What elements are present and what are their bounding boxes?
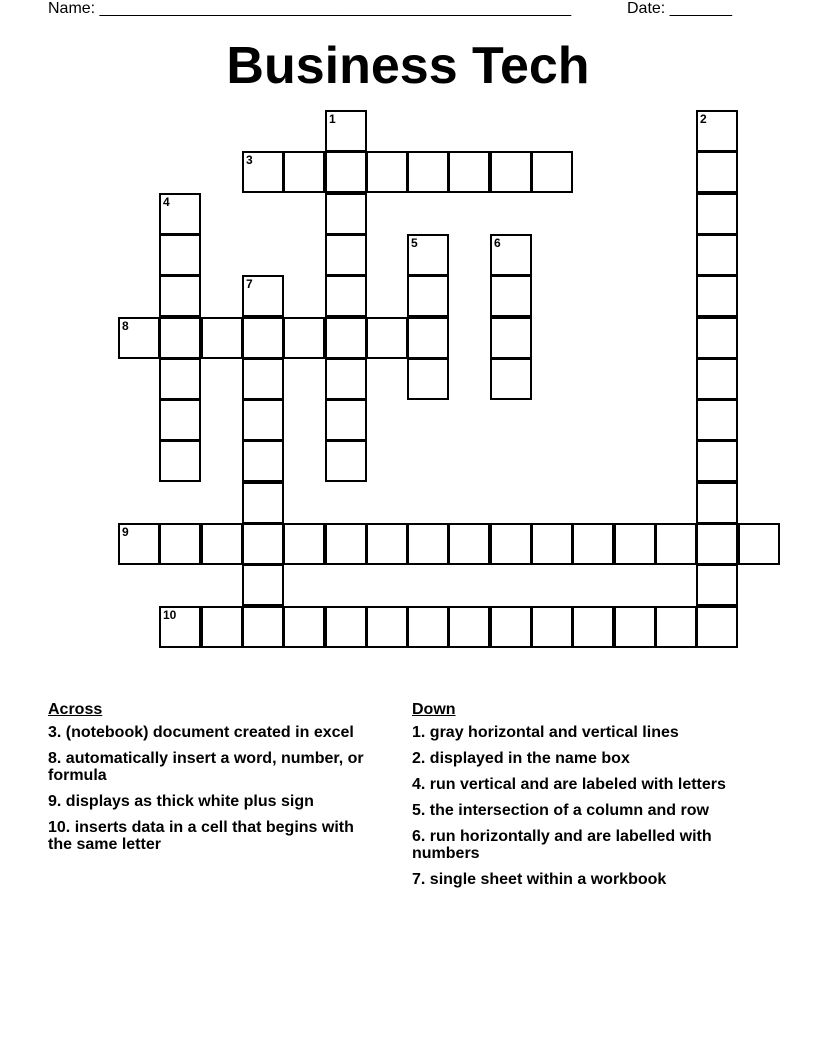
crossword-cell[interactable] xyxy=(366,317,408,359)
crossword-cell[interactable] xyxy=(448,151,490,193)
crossword-cell[interactable] xyxy=(655,523,697,565)
crossword-cell[interactable] xyxy=(201,523,243,565)
crossword-cell[interactable] xyxy=(325,523,367,565)
crossword-cell[interactable] xyxy=(448,606,490,648)
crossword-cell[interactable] xyxy=(696,523,738,565)
crossword-cell[interactable] xyxy=(531,523,573,565)
crossword-cell[interactable] xyxy=(159,317,201,359)
crossword-cell[interactable] xyxy=(531,606,573,648)
across-clue-10: 10. inserts data in a cell that begins with the same letter xyxy=(48,819,354,853)
down-clue-6: 6. run horizontally and are labelled with numbers xyxy=(412,828,712,862)
crossword-cell[interactable] xyxy=(407,523,449,565)
crossword-cell[interactable] xyxy=(242,440,284,482)
across-clue-9: 9. displays as thick white plus sign xyxy=(48,793,314,810)
crossword-cell[interactable] xyxy=(490,358,532,400)
crossword-cell[interactable] xyxy=(325,275,367,317)
date-field-label: Date: _______ xyxy=(627,0,732,17)
crossword-cell[interactable] xyxy=(407,606,449,648)
crossword-cell[interactable] xyxy=(325,399,367,441)
crossword-cell[interactable] xyxy=(407,275,449,317)
clue-number: 8 xyxy=(122,319,129,333)
crossword-cell[interactable] xyxy=(242,275,284,317)
crossword-cell[interactable] xyxy=(242,151,284,193)
crossword-cell[interactable] xyxy=(696,358,738,400)
clue-number: 2 xyxy=(700,112,707,126)
crossword-cell[interactable] xyxy=(655,606,697,648)
crossword-cell[interactable] xyxy=(242,523,284,565)
crossword-cell[interactable] xyxy=(572,606,614,648)
clue-number: 1 xyxy=(329,112,336,126)
crossword-cell[interactable] xyxy=(614,606,656,648)
crossword-cell[interactable] xyxy=(325,234,367,276)
crossword-cell[interactable] xyxy=(242,317,284,359)
crossword-cell[interactable] xyxy=(159,234,201,276)
crossword-cell[interactable] xyxy=(283,523,325,565)
crossword-cell[interactable] xyxy=(325,193,367,235)
clue-number: 4 xyxy=(163,195,170,209)
crossword-cell[interactable] xyxy=(325,440,367,482)
name-field-label: Name: _____________________________________________________ xyxy=(48,0,572,17)
crossword-cell[interactable] xyxy=(696,317,738,359)
crossword-cell[interactable] xyxy=(696,151,738,193)
crossword-cell[interactable] xyxy=(490,523,532,565)
crossword-cell[interactable] xyxy=(366,606,408,648)
crossword-cell[interactable] xyxy=(407,151,449,193)
header-fields xyxy=(48,0,748,20)
crossword-cell[interactable] xyxy=(696,193,738,235)
crossword-cell[interactable] xyxy=(283,606,325,648)
crossword-cell[interactable] xyxy=(283,317,325,359)
down-clue-4: 4. run vertical and are labeled with letters xyxy=(412,776,726,793)
crossword-cell[interactable] xyxy=(159,440,201,482)
crossword-cell[interactable] xyxy=(325,606,367,648)
crossword-cell[interactable] xyxy=(325,110,367,152)
crossword-cell[interactable] xyxy=(118,317,160,359)
crossword-cell[interactable] xyxy=(614,523,656,565)
crossword-cell[interactable] xyxy=(696,440,738,482)
crossword-cell[interactable] xyxy=(242,564,284,606)
crossword-cell[interactable] xyxy=(696,564,738,606)
crossword-cell[interactable] xyxy=(201,606,243,648)
crossword-cell[interactable] xyxy=(283,151,325,193)
clue-number: 9 xyxy=(122,525,129,539)
crossword-cell[interactable] xyxy=(118,523,160,565)
crossword-cell[interactable] xyxy=(201,317,243,359)
puzzle-title: Business Tech xyxy=(226,37,590,95)
crossword-cell[interactable] xyxy=(159,399,201,441)
down-heading: Down xyxy=(412,701,456,718)
crossword-cell[interactable] xyxy=(696,482,738,524)
across-clue-3: 3. (notebook) document created in excel xyxy=(48,724,354,741)
crossword-cell[interactable] xyxy=(325,317,367,359)
across-heading: Across xyxy=(48,701,103,718)
crossword-cell[interactable] xyxy=(366,151,408,193)
crossword-cell[interactable] xyxy=(407,317,449,359)
crossword-cell[interactable] xyxy=(242,606,284,648)
crossword-cell[interactable] xyxy=(490,606,532,648)
crossword-cell[interactable] xyxy=(159,523,201,565)
crossword-cell[interactable] xyxy=(242,482,284,524)
down-clue-2: 2. displayed in the name box xyxy=(412,750,630,767)
crossword-cell[interactable] xyxy=(325,151,367,193)
down-clues xyxy=(412,700,757,897)
crossword-cell[interactable] xyxy=(325,358,367,400)
crossword-cell[interactable] xyxy=(696,399,738,441)
crossword-cell[interactable] xyxy=(159,606,201,648)
crossword-cell[interactable] xyxy=(159,275,201,317)
crossword-cell[interactable] xyxy=(407,234,449,276)
crossword-cell[interactable] xyxy=(696,275,738,317)
across-clues xyxy=(48,700,378,862)
crossword-cell[interactable] xyxy=(490,275,532,317)
crossword-cell[interactable] xyxy=(490,234,532,276)
crossword-cell[interactable] xyxy=(407,358,449,400)
crossword-cell[interactable] xyxy=(696,234,738,276)
crossword-cell[interactable] xyxy=(696,110,738,152)
crossword-cell[interactable] xyxy=(366,523,408,565)
crossword-cell[interactable] xyxy=(490,317,532,359)
crossword-cell[interactable] xyxy=(159,358,201,400)
crossword-cell[interactable] xyxy=(490,151,532,193)
down-clue-5: 5. the intersection of a column and row xyxy=(412,802,709,819)
crossword-cell[interactable] xyxy=(738,523,780,565)
crossword-cell[interactable] xyxy=(531,151,573,193)
clue-number: 5 xyxy=(411,236,418,250)
crossword-cell[interactable] xyxy=(159,193,201,235)
crossword-cell[interactable] xyxy=(572,523,614,565)
across-clue-8: 8. automatically insert a word, number, or formula xyxy=(48,750,364,784)
clue-number: 3 xyxy=(246,153,253,167)
crossword-cell[interactable] xyxy=(696,606,738,648)
clue-number: 10 xyxy=(163,608,177,622)
down-clue-7: 7. single sheet within a workbook xyxy=(412,871,667,888)
clue-number: 7 xyxy=(246,277,253,291)
crossword-cell[interactable] xyxy=(242,358,284,400)
crossword-cell[interactable] xyxy=(242,399,284,441)
crossword-cell[interactable] xyxy=(448,523,490,565)
clue-number: 6 xyxy=(494,236,501,250)
down-clue-1: 1. gray horizontal and vertical lines xyxy=(412,724,679,741)
